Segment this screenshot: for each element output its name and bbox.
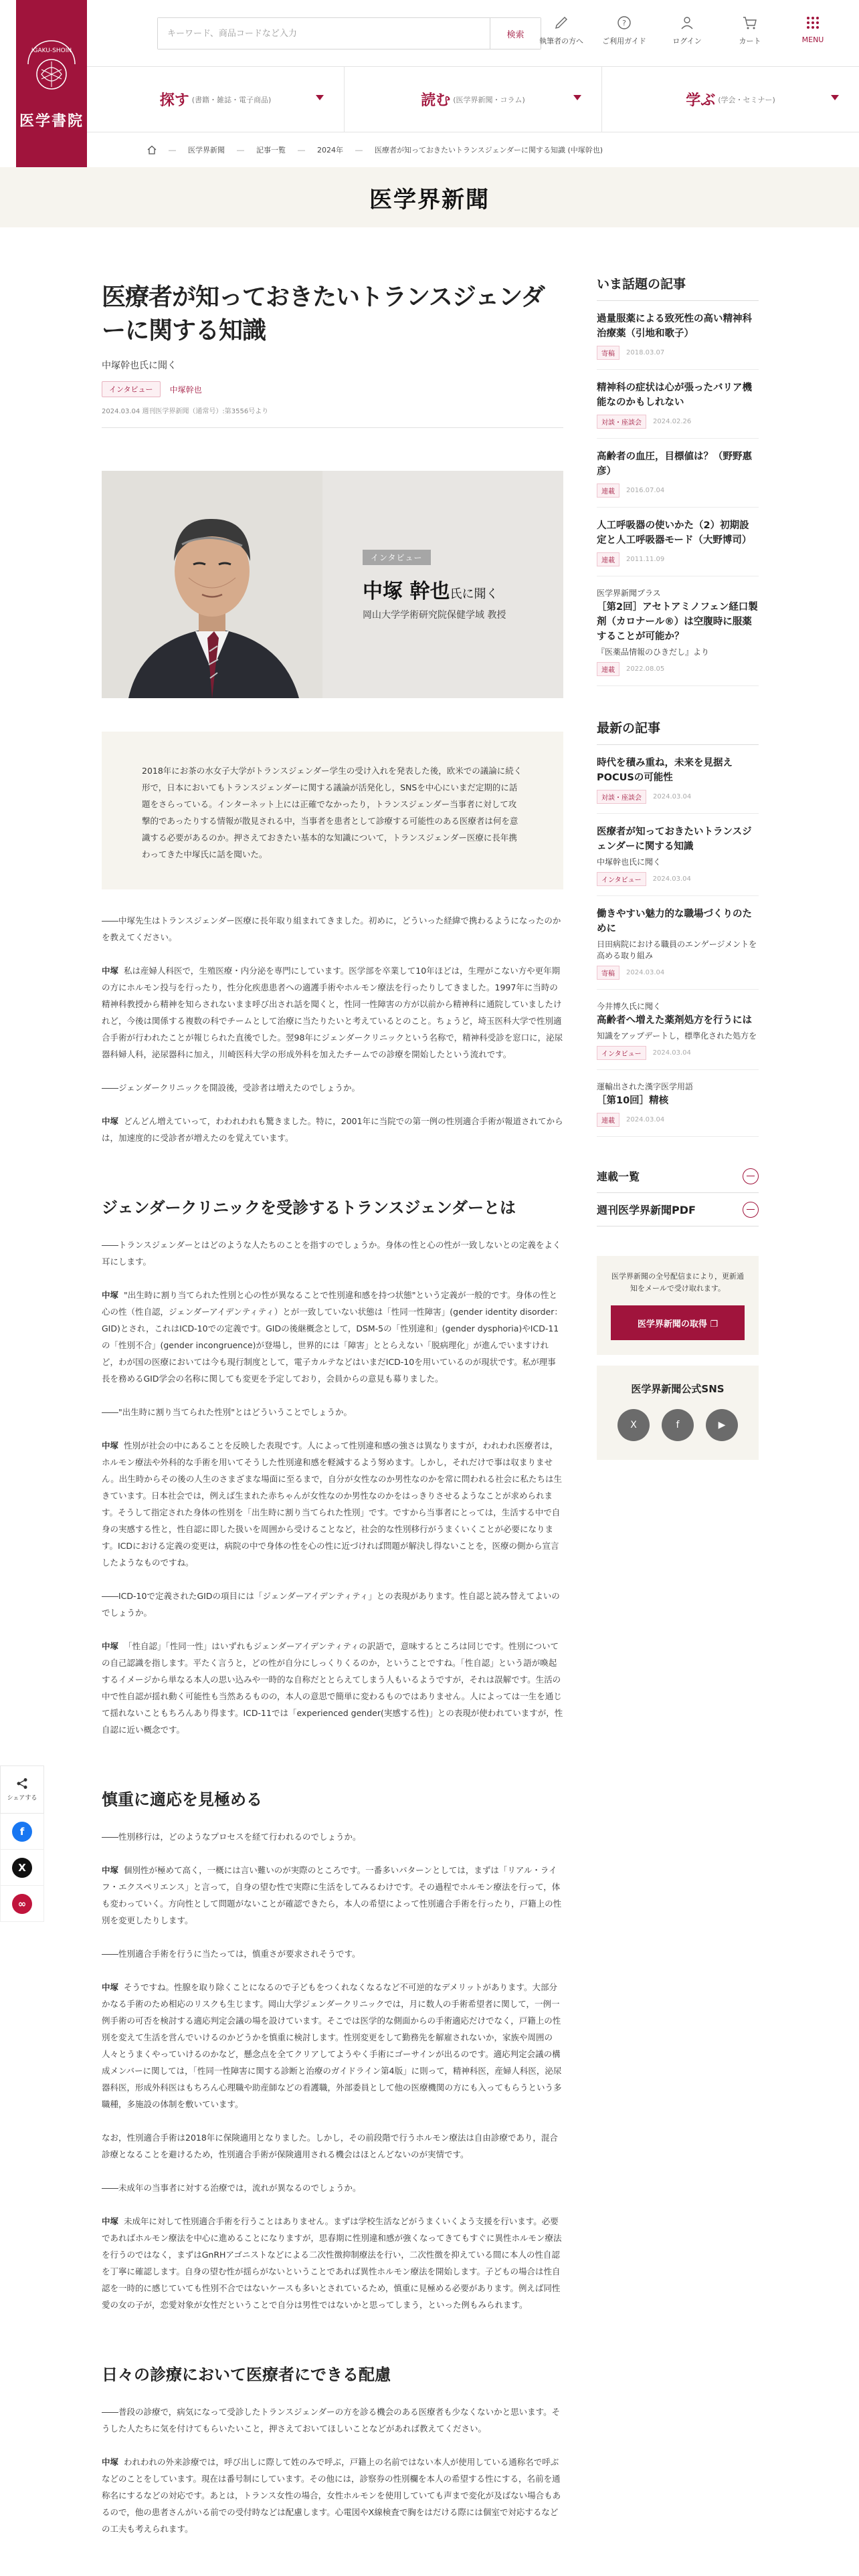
search-box xyxy=(157,17,541,49)
sidebar-article-title: 働きやすい魅力的な職場づくりのために xyxy=(597,909,752,934)
pdf-toggle[interactable] xyxy=(597,1193,759,1226)
paragraph xyxy=(102,2454,563,2537)
facebook-icon[interactable] xyxy=(662,1409,694,1441)
sidebar-article-badge: 寄稿 xyxy=(597,346,619,360)
interviewee-name-suffix: 氏に聞く xyxy=(450,587,498,601)
speaker-name: 中塚 xyxy=(102,1641,119,1651)
category-tag[interactable]: インタビュー xyxy=(102,381,161,397)
paragraph-text: ――ジェンダークリニックを開設後，受診者は増えたのでしょうか。 xyxy=(102,1083,361,1093)
sidebar-article-item[interactable] xyxy=(597,896,759,990)
latest-heading: 最新の記事 xyxy=(597,718,759,745)
nav-learn-sub: (学会・セミナー) xyxy=(718,95,775,104)
paragraph xyxy=(102,912,563,946)
author-guide-link[interactable] xyxy=(530,15,593,46)
sns-links xyxy=(610,1409,745,1441)
breadcrumb-separator: ― xyxy=(355,145,363,154)
utility-links xyxy=(530,15,844,46)
paragraph-text: 私は産婦人科医で，生殖医療・内分泌を専門にしています。医学部を卒業して10年ほどは，生理がこない方や更年期の方にホルモン投与を行ったり，性分化疾患患者への適護手術やホルモン療法を行ったりしてきました。1997年に当時の精神科教授から精神を知らされないまま呼び出され話を聞くと，性同一性障害の方が以前から精神科に通院していましたけれど，今後は関係する複数の科でチームとして治療に当たりたいと考えているとのこと。ちょうど，埼玉医科大学で性別適合手術が行われたことが報じられた直後でした。翌98年にジェンダークリニックという名称で，精神科受診を窓口に，泌尿器科婦人科，泌尿器科に加え，川崎医科大学の形成外科を加えたチームでの診療を開始したという流れです。 xyxy=(102,966,563,1059)
paragraph-text: どんどん増えていって，わわれわれも驚きました。特に，2001年に当院での第一例の性別適合手術が報道されてからは，加速度的に受診者が増えたのを覚えています。 xyxy=(102,1116,563,1143)
section-banner xyxy=(0,167,859,227)
paragraph xyxy=(102,1437,563,1571)
paragraph xyxy=(102,2403,563,2437)
interviewee-affiliation: 岡山大学学術研究院保健学域 教授 xyxy=(363,610,506,621)
paragraph xyxy=(102,1979,563,2113)
sidebar-article-date: 2024.03.04 xyxy=(652,875,691,883)
collapse-icon xyxy=(743,1202,759,1218)
sidebar-article-badge: 連載 xyxy=(597,1113,619,1127)
author-guide-label: 執筆者の方へ xyxy=(539,37,583,45)
sidebar-article-meta xyxy=(597,790,759,804)
sidebar-accordions xyxy=(597,1160,759,1226)
sidebar-article-item[interactable] xyxy=(597,301,759,370)
article-lead: 2018年にお茶の水女子大学がトランスジェンダー学生の受け入れを発表した後，欧米での議論に続く形で，日本においてもトランスジェンダーに関する議論が活発化し，SNSを中心にいまだ定期的に話題をさらっている。インターネット上には正確でなかったり，トランスジェンダー当事者に対して攻撃的であったりする情報が散見される中，当事者を患者として診療する可能性のある医療者は何を意識する必要があるのか。押さえておきたい基本的な知識について，トランスジェンダー医療に長年携わってきた中塚氏に話を聞いた。 xyxy=(102,732,563,889)
sidebar-article-kicker: 運輸出された漢字医学用語 xyxy=(597,1082,694,1091)
interviewee-name-text: 中塚 幹也 xyxy=(363,580,450,603)
home-icon[interactable] xyxy=(147,145,157,154)
sidebar-article-date: 2011.11.09 xyxy=(626,556,665,563)
share-x[interactable] xyxy=(0,1850,44,1886)
nav-read-sub: (医学界新聞・コラム) xyxy=(453,95,525,104)
paragraph-text: ――未成年の当事者に対する治療では，流れが異なるのでしょうか。 xyxy=(102,2183,361,2193)
paragraph xyxy=(102,1945,563,1962)
sidebar-article-date: 2024.03.04 xyxy=(626,1116,665,1123)
breadcrumb-item[interactable]: 2024年 xyxy=(317,146,343,154)
section-title: 慎重に適応を見極める xyxy=(102,1790,262,1809)
sidebar-article-date: 2022.08.05 xyxy=(626,665,665,673)
paragraph-text: ――トランスジェンダーとはどのような人たちのことを指すのでしょうか。身体の性と心の性が一致しないとの定義をよく耳にします。 xyxy=(102,1240,561,1267)
article-title: 医療者が知っておきたいトランスジェンダーに関する知識 xyxy=(102,284,545,344)
paragraph-text: なお，性別適合手術は2018年に保険適用となりました。しかし，その前段階で行うホルモン療法は自由診療であり，混合診療となることを避けるため，性別適合手術が保険適用される機会はほとんどないのが実情です。 xyxy=(102,2133,558,2159)
sidebar-article-note: 日田病院における職員のエンゲージメントを高める取り組み xyxy=(597,940,757,960)
speaker-name: 中塚 xyxy=(102,1440,119,1451)
sidebar-article-title: ［第2回］アセトアミノフェン経口製剤（カロナール®）は空腹時に服薬することが可能か？ xyxy=(597,602,758,642)
main-nav xyxy=(87,67,859,132)
share-bar xyxy=(0,1765,44,1922)
section-body xyxy=(102,1237,563,1738)
sidebar-article-meta xyxy=(597,966,759,980)
sidebar-article-meta xyxy=(597,484,759,498)
series-list-label: 連載一覧 xyxy=(597,1170,640,1183)
sidebar-article-note: 知識をアップデートし，標準化された処方を xyxy=(597,1031,757,1041)
section-body xyxy=(102,1828,563,2313)
paragraph xyxy=(102,1862,563,1929)
cart-icon xyxy=(742,15,758,31)
paragraph xyxy=(102,1079,563,1096)
sidebar-article-title: 高齢者へ増えた薬剤処方を行うには xyxy=(597,1015,752,1026)
sidebar-article-badge: 連載 xyxy=(597,662,619,676)
facebook-icon: f xyxy=(12,1822,32,1842)
paragraph-text: ――性別移行は，どのようなプロセスを経て行われるのでしょうか。 xyxy=(102,1832,361,1842)
login-link[interactable] xyxy=(656,15,719,46)
paragraph-text: 個別性が極めて高く，一概には言い難いのが実際のところです。一番多いパターンとしては，まずは「リアル・ライフ・エクスペリエンス」と言って，自身の望む性で実際に生活をしてみるわけです。その過程でホルモン療法を行って，体も変わっていく。方向性として問題がないことが確認できたら，本人の希望によって性別適合手術を行ったり，戸籍上の性別を変更したりします。 xyxy=(102,1865,562,1925)
interviewee-name xyxy=(363,574,506,604)
portrait-image xyxy=(102,471,322,698)
sidebar-article-note: 中塚幹也氏に聞く xyxy=(597,857,662,867)
question-icon xyxy=(616,15,632,31)
article-subtitle: 中塚幹也氏に聞く xyxy=(102,360,177,371)
paragraph xyxy=(102,1404,563,1420)
x-icon[interactable] xyxy=(617,1409,650,1441)
share-copy-link[interactable] xyxy=(0,1886,44,1922)
facebook-glyph: f xyxy=(676,1420,680,1430)
sidebar-article-badge: インタビュー xyxy=(597,872,646,886)
speaker-name: 中塚 xyxy=(102,1865,119,1875)
sidebar-article-meta xyxy=(597,346,759,360)
paragraph xyxy=(102,2129,563,2163)
breadcrumb xyxy=(87,132,859,167)
svg-text:?: ? xyxy=(622,19,626,27)
sidebar-article-meta xyxy=(597,662,759,676)
sidebar-article-item[interactable] xyxy=(597,576,759,686)
speaker-name: 中塚 xyxy=(102,966,119,976)
paragraph-text: ――"出生時に割り当てられた性別"とはどういうことでしょうか。 xyxy=(102,1407,353,1417)
youtube-icon[interactable] xyxy=(706,1409,738,1441)
site-logo[interactable] xyxy=(16,0,87,167)
top-bar xyxy=(87,0,859,67)
paragraph-text: ――性別適合手術を行うに当たっては，慎重さが要求されそうです。 xyxy=(102,1949,361,1959)
paragraph-text: ――中塚先生はトランスジェンダー医療に長年取り組まれてきました。初めに，どういった経緯で携わるようになったのかを教えてください。 xyxy=(102,916,561,942)
banner-title: 医学界新聞 xyxy=(369,186,490,213)
paragraph-text: われわれの外来診療では，呼び出しに際して姓のみで呼ぶ，戸籍上の名前ではない本人が使用している通称名で呼ぶなどのことをしています。現在は番号制にしています。その他には，診察券の性別欄を本人の希望する性にする，名前を通称名にするなどの対応です。あとは，トランス女性の場合，女性ホルモンを使用していても声まで変化が及ばない場合もあるので，他の患者さんがいる前での受付時などは配慮します。心電図やX線検査で胸をはだける際には個室で対応するなどの工夫も考えられます。 xyxy=(102,2457,561,2534)
sidebar-article-badge: 寄稿 xyxy=(597,966,619,980)
paragraph xyxy=(102,1638,563,1738)
sidebar-article-item[interactable] xyxy=(597,814,759,896)
chevron-down-icon xyxy=(831,95,839,100)
sidebar-article-title: ［第10回］精核 xyxy=(597,1095,669,1106)
intro-section xyxy=(102,912,563,1146)
paragraph xyxy=(102,1828,563,1845)
link-icon: ∞ xyxy=(12,1894,32,1914)
paragraph-text: 性別が社会の中にあることを反映した表現です。人によって性別違和感の強さは異なりますが，われわれ医療者は，ホルモン療法や外科的な手術を用いてそうした性別違和感を軽減するよう努めます。しかし，それだけで事は収まりません。出生時からその後の人生のさまざまな場面に至るまで，自分が女性なのか男性なのかを常に問われる社会に私たちは生きています。日本社会では，例えば生まれた赤ちゃんが女性なのか男性なのかをはっきりさせるようなことが求められます。そうして指定された身体の性別を「出生時に割り当てられた性別」です。ですから当事者にとっては，生活する中で自身の実感する性と，性自認に即した扱いを周囲から受けることなど，社会的な性別移行がうまくいくことが必要になります。ICDにおける定義の変更は，病院の中で身体の性を心の性に近づければ問題が解決し得ないことを，医療の側から宣言したようなものですね。 xyxy=(102,1440,563,1568)
logo-arc-text: IGAKU-SHOIN xyxy=(31,47,72,54)
sidebar-article-title: 精神科の症状は心が張ったバリア機能なのかもしれない xyxy=(597,383,752,408)
sidebar-article-kicker: 今井博久氏に聞く xyxy=(597,1002,662,1011)
article-tags xyxy=(102,381,563,397)
share-label: シェアする xyxy=(7,1795,37,1802)
share-header xyxy=(0,1765,44,1814)
user-guide-label: ご利用ガイド xyxy=(602,37,646,45)
section-title: ジェンダークリニックを受診するトランスジェンダーとは xyxy=(102,1198,516,1217)
nav-learn[interactable] xyxy=(602,67,859,132)
nav-search-label: 探す xyxy=(159,92,189,109)
author-link[interactable]: 中塚幹也 xyxy=(169,385,202,395)
nav-learn-label: 学ぶ xyxy=(686,92,716,109)
sidebar-article-date: 2024.03.04 xyxy=(626,969,665,976)
sidebar-article-date: 2024.03.04 xyxy=(653,793,692,800)
nav-search-sub: (書籍・雑誌・電子商品) xyxy=(191,95,272,104)
breadcrumb-separator: ― xyxy=(237,145,244,154)
breadcrumb-current: 医療者が知っておきたいトランスジェンダーに関する知識 (中塚幹也) xyxy=(375,146,603,154)
cart-link[interactable] xyxy=(719,15,781,46)
speaker-name: 中塚 xyxy=(102,2216,119,2226)
sidebar-article-badge: 連載 xyxy=(597,484,619,498)
share-icon xyxy=(16,1778,28,1790)
popular-heading: いま話題の記事 xyxy=(597,274,759,301)
sidebar-article-title: 時代を積み重ね，未来を見据えPOCUSの可能性 xyxy=(597,758,733,783)
sidebar-article-badge: 対談・座談会 xyxy=(597,790,646,804)
hero-info xyxy=(363,550,506,621)
section-title: 日々の診療において医療者にできる配慮 xyxy=(102,2365,391,2384)
sidebar-article-item[interactable] xyxy=(597,745,759,814)
paragraph-text: 「性自認」「性同一性」はいずれもジェンダーアイデンティティの訳語で，意味するところは同じです。性別についての自己認識を指します。平たく言うと，どの性が自分にしっくりくるのか，ということですね。「性自認」という語が喚起するイメージから単なる本人の思い込みや一時的な自称だととらえてしまう人もいるようですが，それは誤解です。生活の中で性自認が揺れ動く可能性も当然あるものの，本人の意思で簡単に変わるものではありません。人によっては一生を通じて揺れないこともちろんあり得ます。ICD-11では「experienced gender(実感する性)」との表現が使われていますが，性自認に近い概念です。 xyxy=(102,1641,563,1735)
sidebar-article-item[interactable] xyxy=(597,370,759,439)
sidebar-article-item[interactable] xyxy=(597,1070,759,1137)
sidebar xyxy=(597,274,759,1460)
hero-tag: インタビュー xyxy=(363,550,431,565)
search-button[interactable]: 検索 xyxy=(490,18,541,49)
sidebar-article-item[interactable] xyxy=(597,508,759,576)
sidebar-article-badge: インタビュー xyxy=(597,1046,646,1060)
speaker-name: 中塚 xyxy=(102,1290,119,1300)
breadcrumb-item[interactable]: 記事一覧 xyxy=(256,146,286,154)
popular-list xyxy=(597,301,759,686)
sidebar-article-title: 高齢者の血圧，目標値は？（野野惠彦） xyxy=(597,451,752,477)
youtube-glyph: ▶ xyxy=(718,1420,726,1430)
sidebar-article-badge: 対談・座談会 xyxy=(597,415,646,429)
paragraph-text: 未成年に対して性別適合手術を行うことはありません。まずは学校生活などがうまくいくよう支援を行います。必要であればホルモン療法を中心に進めることになりますが，思春期に性別違和感が強くなってきてもすぐに異性ホルモン療法を行うのではなく，まずはGnRHアゴニストなどによる二次性徴抑制療法を行い，二次性徴を抑えている間に本人の性自認を丁寧に確認します。自身の望む性が揺らがないということであれば異性ホルモン療法を開始します。子どもの場合は性自認を一時的に感じていても性別不合ではないケースも多いとされているため，慎重に見極める必要があります。例えば同性愛の女の子が，恋愛対象が女性だということで自分は男性ではないかと思ってしまう，といった例もみられます。 xyxy=(102,2216,562,2310)
paragraph-text: ――ICD-10で定義されたGIDの項目には「ジェンダーアイデンティティ」との表現があります。性自認と読み替えてよいのでしょうか。 xyxy=(102,1591,560,1618)
menu-button[interactable] xyxy=(781,15,844,46)
sidebar-article-date: 2018.03.07 xyxy=(626,349,665,356)
sidebar-article-title: 過量服薬による致死性の高い精神科治療薬（引地和歌子） xyxy=(597,314,752,339)
mail-subscribe-text: 医学界新聞の全号配信まにより，更新通知をメールで受け取れます。 xyxy=(611,1272,744,1293)
nav-read-label: 読む xyxy=(421,92,451,109)
menu-label: MENU xyxy=(801,35,824,44)
sidebar-article-kicker: 医学界新聞プラス xyxy=(597,588,661,598)
sidebar-article-title: 医療者が知っておきたいトランスジェンダーに関する知識 xyxy=(597,827,752,852)
paragraph-text: ――普段の診療で，病気になって受診したトランスジェンダーの方を診る機会のある医療者も少なくないかと思います。そうした人たちに気を付けてもらいたいこと，押さえておいてほしいことなどがあれば教えてください。 xyxy=(102,2407,561,2434)
mail-subscribe-button[interactable]: 医学界新聞の取得 ❐ xyxy=(611,1305,745,1340)
logo-text: 医学書院 xyxy=(19,112,84,130)
sidebar-article-note: 『医薬品情報のひきだし』より xyxy=(597,647,710,657)
sidebar-article-item[interactable] xyxy=(597,990,759,1070)
sidebar-article-meta xyxy=(597,872,759,886)
breadcrumb-separator: ― xyxy=(298,145,305,154)
nav-read[interactable] xyxy=(345,67,602,132)
speaker-name: 中塚 xyxy=(102,2457,119,2467)
sns-box xyxy=(597,1366,759,1460)
article-source: 2024.03.04 週刊医学界新聞（通常号）:第3556号より xyxy=(102,405,563,428)
paragraph-text: そうですね。性腺を取り除くことになるので子どもをつくれなくなるなど不可逆的なデメリットがあります。大部分かなる手術のため相応のリスクも生じます。岡山大学ジェンダークリニックでは，月に数人の手術希望者に関して，一例一例手術の可否を検討する適応判定会議の場を設けています。そこでは医学的な側面からの手術適応だけでなく，戸籍上の性別を変えて生活を営んでいけるのかどうかを慎重に検討します。性別変更をして勤務先を解雇されないか，家族や周囲の人々とうまくやっていけるのかなど，懸念点を全てクリアしてようやく手術にゴーサインが出るのです。適応判定会議の構成メンバーに関しては，「性同一性障害に関する診断と治療のガイドライン第4版」に則って，精神科医，産婦人科医，泌尿器科医，形成外科医はもちろん心理職や助産師などの看護職，外部委員として他の医療機関の方にも入ってもらうという多職種，多施設の体制を敷いています。 xyxy=(102,1982,562,2109)
logo-emblem-icon xyxy=(21,37,82,104)
sidebar-article-meta xyxy=(597,415,759,429)
speaker-name: 中塚 xyxy=(102,1982,119,1992)
grid-menu-icon xyxy=(805,15,821,31)
sidebar-article-date: 2016.07.04 xyxy=(626,487,665,494)
paragraph xyxy=(102,2213,563,2313)
site-header xyxy=(0,0,859,167)
speaker-name: 中塚 xyxy=(102,1116,119,1126)
breadcrumb-separator: ― xyxy=(169,145,176,154)
mail-subscribe-box xyxy=(597,1256,759,1355)
x-glyph: X xyxy=(630,1420,637,1430)
collapse-icon xyxy=(743,1168,759,1184)
sidebar-article-item[interactable] xyxy=(597,439,759,508)
sidebar-article-date: 2024.03.04 xyxy=(652,1049,691,1057)
paragraph xyxy=(102,1287,563,1387)
login-label: ログイン xyxy=(672,37,702,45)
sidebar-article-meta xyxy=(597,1046,759,1060)
cart-label: カート xyxy=(739,37,761,45)
x-icon: X xyxy=(12,1858,32,1878)
section-body xyxy=(102,2403,563,2537)
nav-search[interactable] xyxy=(87,67,345,132)
sidebar-article-meta xyxy=(597,552,759,566)
article-body xyxy=(102,912,563,2537)
latest-list xyxy=(597,745,759,1137)
sidebar-article-title: 人工呼吸器の使いかた（2）初期設定と人工呼吸器モード（大野博司） xyxy=(597,520,752,546)
article xyxy=(102,281,563,2554)
sidebar-article-meta xyxy=(597,1113,759,1127)
chevron-down-icon xyxy=(573,95,581,100)
sns-title: 医学界新聞公式SNS xyxy=(631,1383,725,1395)
paragraph xyxy=(102,1237,563,1270)
paragraph xyxy=(102,1113,563,1146)
paragraph-text: "出生時に割り当てられた性別と心の性が異なることで性別違和感を持つ状態"という定義が一般的です。身体の性と心の性（性自認，ジェンダーアイデンティティ）とが一致していない状態は「性同一性障害」(gender identity disorder：GID)とされ，これはICD-10での定義です。GIDの後継概念として，DSM-5の「性別違和」(gender dysphoria)やICD-11の「性別不合」(gender incongruence)が登場し，世界的には「障害」ととらえない「脱病理化」が進んでいますけれど，わが国の医療においては今も現行制度として，電子カルテなどはいまだICD-10を用いているのが現状です。私が理事長を務めるGID学会の名称に関しても変更を予定しており，会員からの意見も募りました。 xyxy=(102,1290,563,1384)
search-input[interactable] xyxy=(158,18,490,49)
chevron-down-icon xyxy=(316,95,324,100)
sidebar-article-date: 2024.02.26 xyxy=(653,418,692,425)
pdf-label: 週刊医学界新聞PDF xyxy=(597,1204,696,1216)
user-guide-link[interactable] xyxy=(593,15,656,46)
sidebar-article-badge: 連載 xyxy=(597,552,619,566)
paragraph xyxy=(102,962,563,1063)
paragraph xyxy=(102,1588,563,1621)
series-list-toggle[interactable] xyxy=(597,1160,759,1193)
breadcrumb-item[interactable]: 医学界新聞 xyxy=(188,146,225,154)
user-icon xyxy=(679,15,695,31)
hero-image xyxy=(102,471,563,698)
pen-icon xyxy=(553,15,569,31)
paragraph xyxy=(102,2179,563,2196)
share-facebook[interactable] xyxy=(0,1814,44,1850)
